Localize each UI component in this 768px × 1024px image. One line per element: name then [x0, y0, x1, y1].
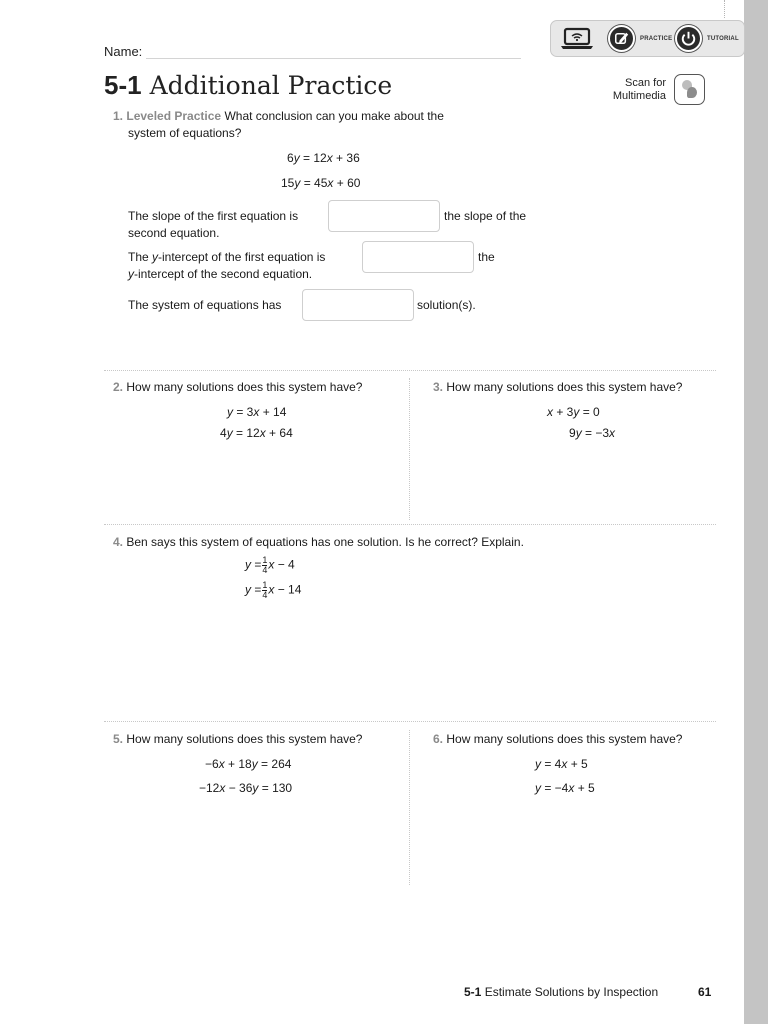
lesson-title: Additional Practice	[149, 71, 393, 100]
laptop-wifi-icon[interactable]	[560, 27, 594, 51]
q1-prompt-line2: system of equations?	[128, 126, 242, 140]
q4-prompt: 4. Ben says this system of equations has one solution. Is he correct? Explain.	[113, 535, 524, 549]
top-guide-line	[724, 0, 725, 18]
tutorial-button[interactable]	[675, 25, 702, 52]
slope-text-2: the slope of the	[444, 209, 527, 223]
digital-toolbar	[550, 20, 745, 57]
q6-equation-2: y = −4x + 5	[535, 781, 595, 795]
divider-3	[104, 721, 716, 722]
intercept-answer-box[interactable]	[362, 241, 474, 273]
divider-1	[104, 370, 716, 371]
column-divider-2	[409, 730, 410, 885]
q4-equation-1: y = $\frac{1}{4}$ x − 4	[245, 555, 295, 575]
scan-for-multimedia	[596, 77, 666, 103]
scan-line-1: Scan for	[625, 77, 666, 89]
q1-equation-1: 6y = 12x + 36	[287, 151, 360, 165]
q1-prompt-line1: What conclusion can you make about the	[224, 109, 444, 123]
page-number: 61	[698, 985, 712, 999]
q6-prompt: 6. How many solutions does this system have?	[433, 732, 683, 746]
tutorial-label[interactable]: TUTORIAL	[707, 36, 739, 42]
pencil-icon	[610, 27, 633, 50]
practice-button[interactable]	[608, 25, 635, 52]
slope-text-1: The slope of the first equation is	[128, 209, 299, 223]
q2-equation-2: 4y = 12x + 64	[220, 426, 293, 440]
leveled-practice-label: Leveled Practice	[126, 109, 222, 123]
q1-prompt	[113, 108, 533, 125]
power-icon	[677, 27, 700, 50]
lesson-number: 5-1	[104, 70, 142, 100]
q2-prompt: 2. How many solutions does this system have?	[113, 380, 363, 394]
practice-label[interactable]: PRACTICE	[640, 36, 673, 42]
q3-prompt: 3. How many solutions does this system have?	[433, 380, 683, 394]
divider-2	[104, 524, 716, 525]
intercept-text-1: The y-intercept of the first equation is	[128, 250, 326, 264]
solutions-answer-box[interactable]	[302, 289, 414, 321]
name-label: Name:	[104, 44, 143, 59]
slope-text-3: second equation.	[128, 226, 220, 240]
intercept-text-3: y-intercept of the second equation.	[128, 267, 313, 281]
footer-lesson-number: 5-1	[464, 985, 482, 999]
q5-prompt: 5. How many solutions does this system have?	[113, 732, 363, 746]
q5-equation-2: −12x − 36y = 130	[199, 781, 293, 795]
name-field[interactable]	[146, 58, 521, 59]
intercept-text-2: the	[478, 250, 495, 264]
footer-title: Estimate Solutions by Inspection	[484, 985, 659, 999]
q5-equation-1: −6x + 18y = 264	[205, 757, 292, 771]
system-text-2: solution(s).	[417, 298, 476, 312]
page-edge-bar	[744, 0, 768, 1024]
q6-equation-1: y = 4x + 5	[535, 757, 588, 771]
q2-equation-1: y = 3x + 14	[227, 405, 287, 419]
q3-equation-2: 9y = −3x	[569, 426, 616, 440]
system-text-1: The system of equations has	[128, 298, 282, 312]
slope-answer-box[interactable]	[328, 200, 440, 232]
q1-number: 1.	[113, 109, 124, 123]
page-title	[104, 70, 392, 101]
column-divider-1	[409, 378, 410, 520]
q4-equation-2: y = $\frac{1}{4}$ x − 14	[245, 580, 302, 600]
q1-equation-2: 15y = 45x + 60	[281, 176, 361, 190]
multimedia-icon[interactable]	[674, 74, 705, 105]
q3-equation-1: x + 3y = 0	[547, 405, 600, 419]
scan-line-2: Multimedia	[612, 90, 666, 102]
page-footer	[464, 985, 658, 999]
